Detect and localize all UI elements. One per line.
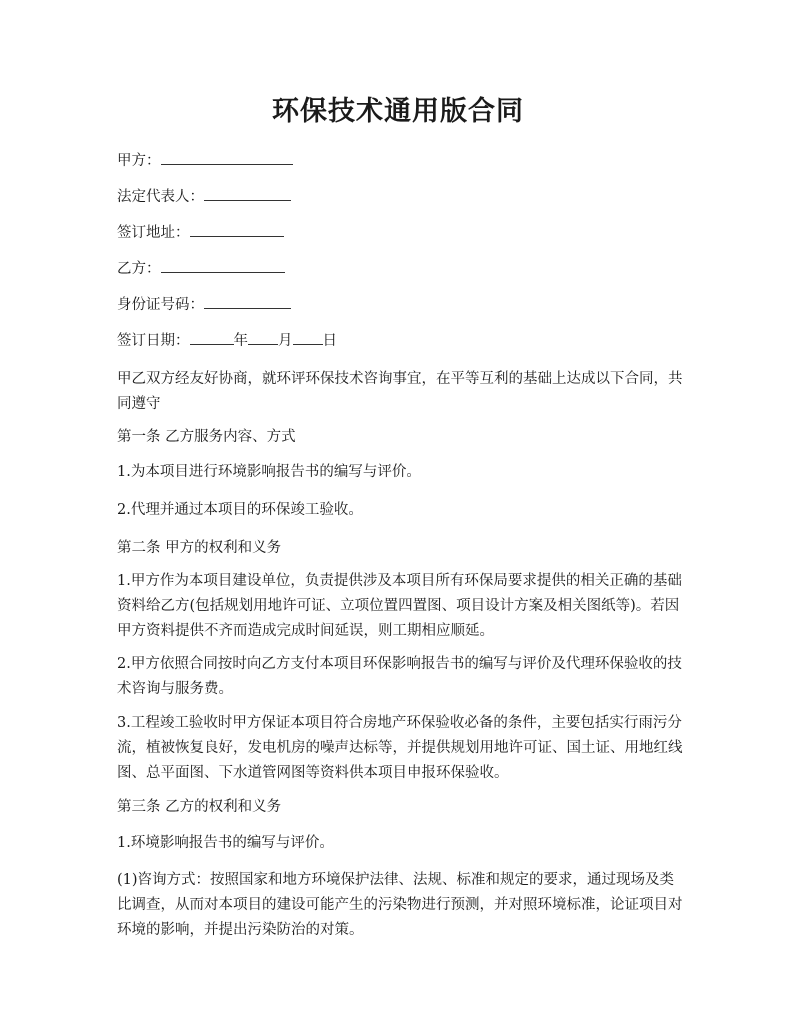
article2-item-2: 2.甲方依照合同按时向乙方支付本项目环保影响报告书的编写与评价及代理环保验收的技术咨询与服务费。 — [117, 656, 682, 697]
article1-item-1: 1.为本项目进行环境影响报告书的编写与评价。 — [117, 464, 421, 480]
year-label: 年 — [233, 333, 248, 349]
article1-heading: 第一条 乙方服务内容、方式 — [117, 429, 296, 445]
id-number-label: 身份证号码： — [117, 297, 204, 313]
article3-item-2: (1)咨询方式：按照国家和地方环境保护法律、法规、标准和规定的要求，通过现场及类比调查，从而对本项目的建设可能产生的污染物进行预测，并对照环境标准，论证项目对环境的影响，并提出污染防治的对策。 — [117, 872, 683, 938]
month-label: 月 — [278, 333, 293, 349]
sign-place-line — [117, 222, 284, 244]
article3-heading: 第三条 乙方的权利和义务 — [117, 799, 282, 815]
party-b-label: 乙方： — [117, 261, 161, 277]
sign-date-line — [117, 330, 337, 352]
day-blank — [293, 330, 323, 345]
legal-rep-line — [117, 186, 291, 208]
party-a-label: 甲方： — [117, 153, 161, 169]
year-blank — [190, 330, 234, 345]
article2-item-1: 1.甲方作为本项目建设单位，负责提供涉及本项目所有环保局要求提供的相关正确的基础资料给乙方(包括规划用地许可证、立项位置四置图、项目设计方案及相关图纸等)。若因甲方资料提供不齐而造成完成时间延误，则工期相应顺延。 — [117, 573, 682, 639]
party-a-line — [117, 150, 293, 172]
article3-item-1: 1.环境影响报告书的编写与评价。 — [117, 835, 334, 851]
id-number-line — [117, 294, 291, 316]
legal-rep-label: 法定代表人： — [117, 189, 204, 205]
party-b-line — [117, 258, 285, 280]
document-title: 环保技术通用版合同 — [272, 96, 524, 127]
article1-item-2: 2.代理并通过本项目的环保竣工验收。 — [117, 502, 363, 518]
article2-item-3: 3.工程竣工验收时甲方保证本项目符合房地产环保验收必备的条件，主要包括实行雨污分流，植被恢复良好，发电机房的噪声达标等，并提供规划用地许可证、国土证、用地红线图、总平面图、下水道管网图等资料供本项目申报环保验收。 — [117, 715, 683, 781]
party-b-blank — [161, 258, 285, 273]
party-a-blank — [161, 150, 293, 165]
intro-paragraph: 甲乙双方经友好协商，就环评环保技术咨询事宜，在平等互利的基础上达成以下合同，共同遵守 — [117, 371, 683, 412]
month-blank — [248, 330, 278, 345]
legal-rep-blank — [204, 186, 291, 201]
id-number-blank — [204, 294, 291, 309]
day-label: 日 — [322, 333, 337, 349]
sign-place-label: 签订地址： — [117, 225, 190, 241]
article2-heading: 第二条 甲方的权利和义务 — [117, 540, 282, 556]
sign-date-label: 签订日期： — [117, 333, 190, 349]
sign-place-blank — [190, 222, 284, 237]
